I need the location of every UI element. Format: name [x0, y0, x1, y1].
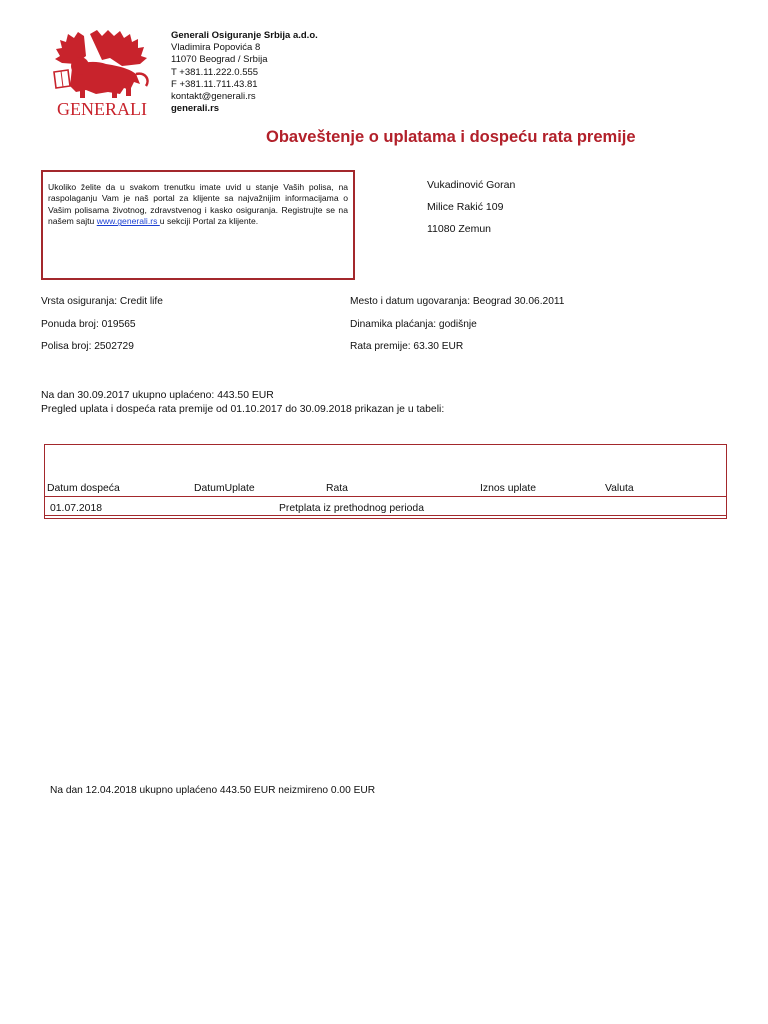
- recipient-street: Milice Rakić 109: [427, 201, 504, 213]
- header-datum-dospeca: Datum dospeća: [47, 483, 120, 494]
- company-info: [171, 30, 318, 115]
- row-divider: [45, 515, 726, 516]
- lion-emblem-icon: [50, 28, 154, 118]
- company-city: 11070 Beograd / Srbija: [171, 54, 268, 66]
- payments-table: [44, 444, 727, 519]
- page-title: Obaveštenje o uplatama i dospeću rata premije: [266, 128, 636, 146]
- logo-wordmark: GENERALI: [57, 99, 147, 118]
- company-email: kontakt@generali.rs: [171, 91, 256, 103]
- portal-info-text: [48, 182, 348, 228]
- insurance-type: Vrsta osiguranja: Credit life: [41, 296, 163, 307]
- portal-info-text-after: u sekciji Portal za klijente.: [159, 216, 259, 227]
- policy-number: Polisa broj: 2502729: [41, 341, 134, 352]
- table-row-note: Pretplata iz prethodnog perioda: [279, 503, 424, 514]
- company-phone: T +381.11.222.0.555: [171, 66, 259, 78]
- table-row-due-date: 01.07.2018: [50, 503, 103, 514]
- header-divider: [45, 496, 726, 497]
- table-intro-text: Pregled uplata i dospeća rata premije od 01.10.2017 do 30.09.2018 prikazan je u tabeli:: [41, 404, 445, 415]
- footer-summary: Na dan 12.04.2018 ukupno uplaćeno 443.50 EUR neizmireno 0.00 EUR: [50, 785, 376, 796]
- generali-logo: [50, 28, 154, 118]
- recipient-name: Vukadinović Goran: [427, 179, 516, 191]
- portal-info-box: [41, 170, 355, 280]
- company-street: Vladimira Popovića 8: [171, 42, 261, 54]
- company-fax: F +381.11.711.43.81: [171, 78, 258, 90]
- header-datum-uplate: DatumUplate: [194, 483, 255, 494]
- offer-number: Ponuda broj: 019565: [41, 319, 136, 330]
- company-name: Generali Osiguranje Srbija a.d.o.: [171, 30, 318, 41]
- header-rata: Rata: [326, 483, 348, 494]
- paid-total-summary: Na dan 30.09.2017 ukupno uplaćeno: 443.50 EUR: [41, 390, 274, 401]
- header-valuta: Valuta: [605, 483, 634, 494]
- payment-frequency: Dinamika plaćanja: godišnje: [350, 319, 477, 330]
- company-web: generali.rs: [171, 103, 220, 115]
- recipient-city: 11080 Zemun: [427, 223, 492, 235]
- portal-info-text-before: Ukoliko želite da u svakom trenutku imate uvid u stanje Vaših polisa, na raspolaganju Vam je naš portal za klijente sa najvažnijim informacijama o Vašim polisama životnog, zdravstvenog i kasko osiguranja. Registrujte se na našem sajtu: [48, 182, 348, 227]
- header-iznos-uplate: Iznos uplate: [480, 483, 537, 494]
- contract-place-date: Mesto i datum ugovaranja: Beograd 30.06.2011: [350, 296, 565, 307]
- portal-link[interactable]: www.generali.rs: [96, 216, 160, 227]
- premium-installment: Rata premije: 63.30 EUR: [350, 341, 464, 352]
